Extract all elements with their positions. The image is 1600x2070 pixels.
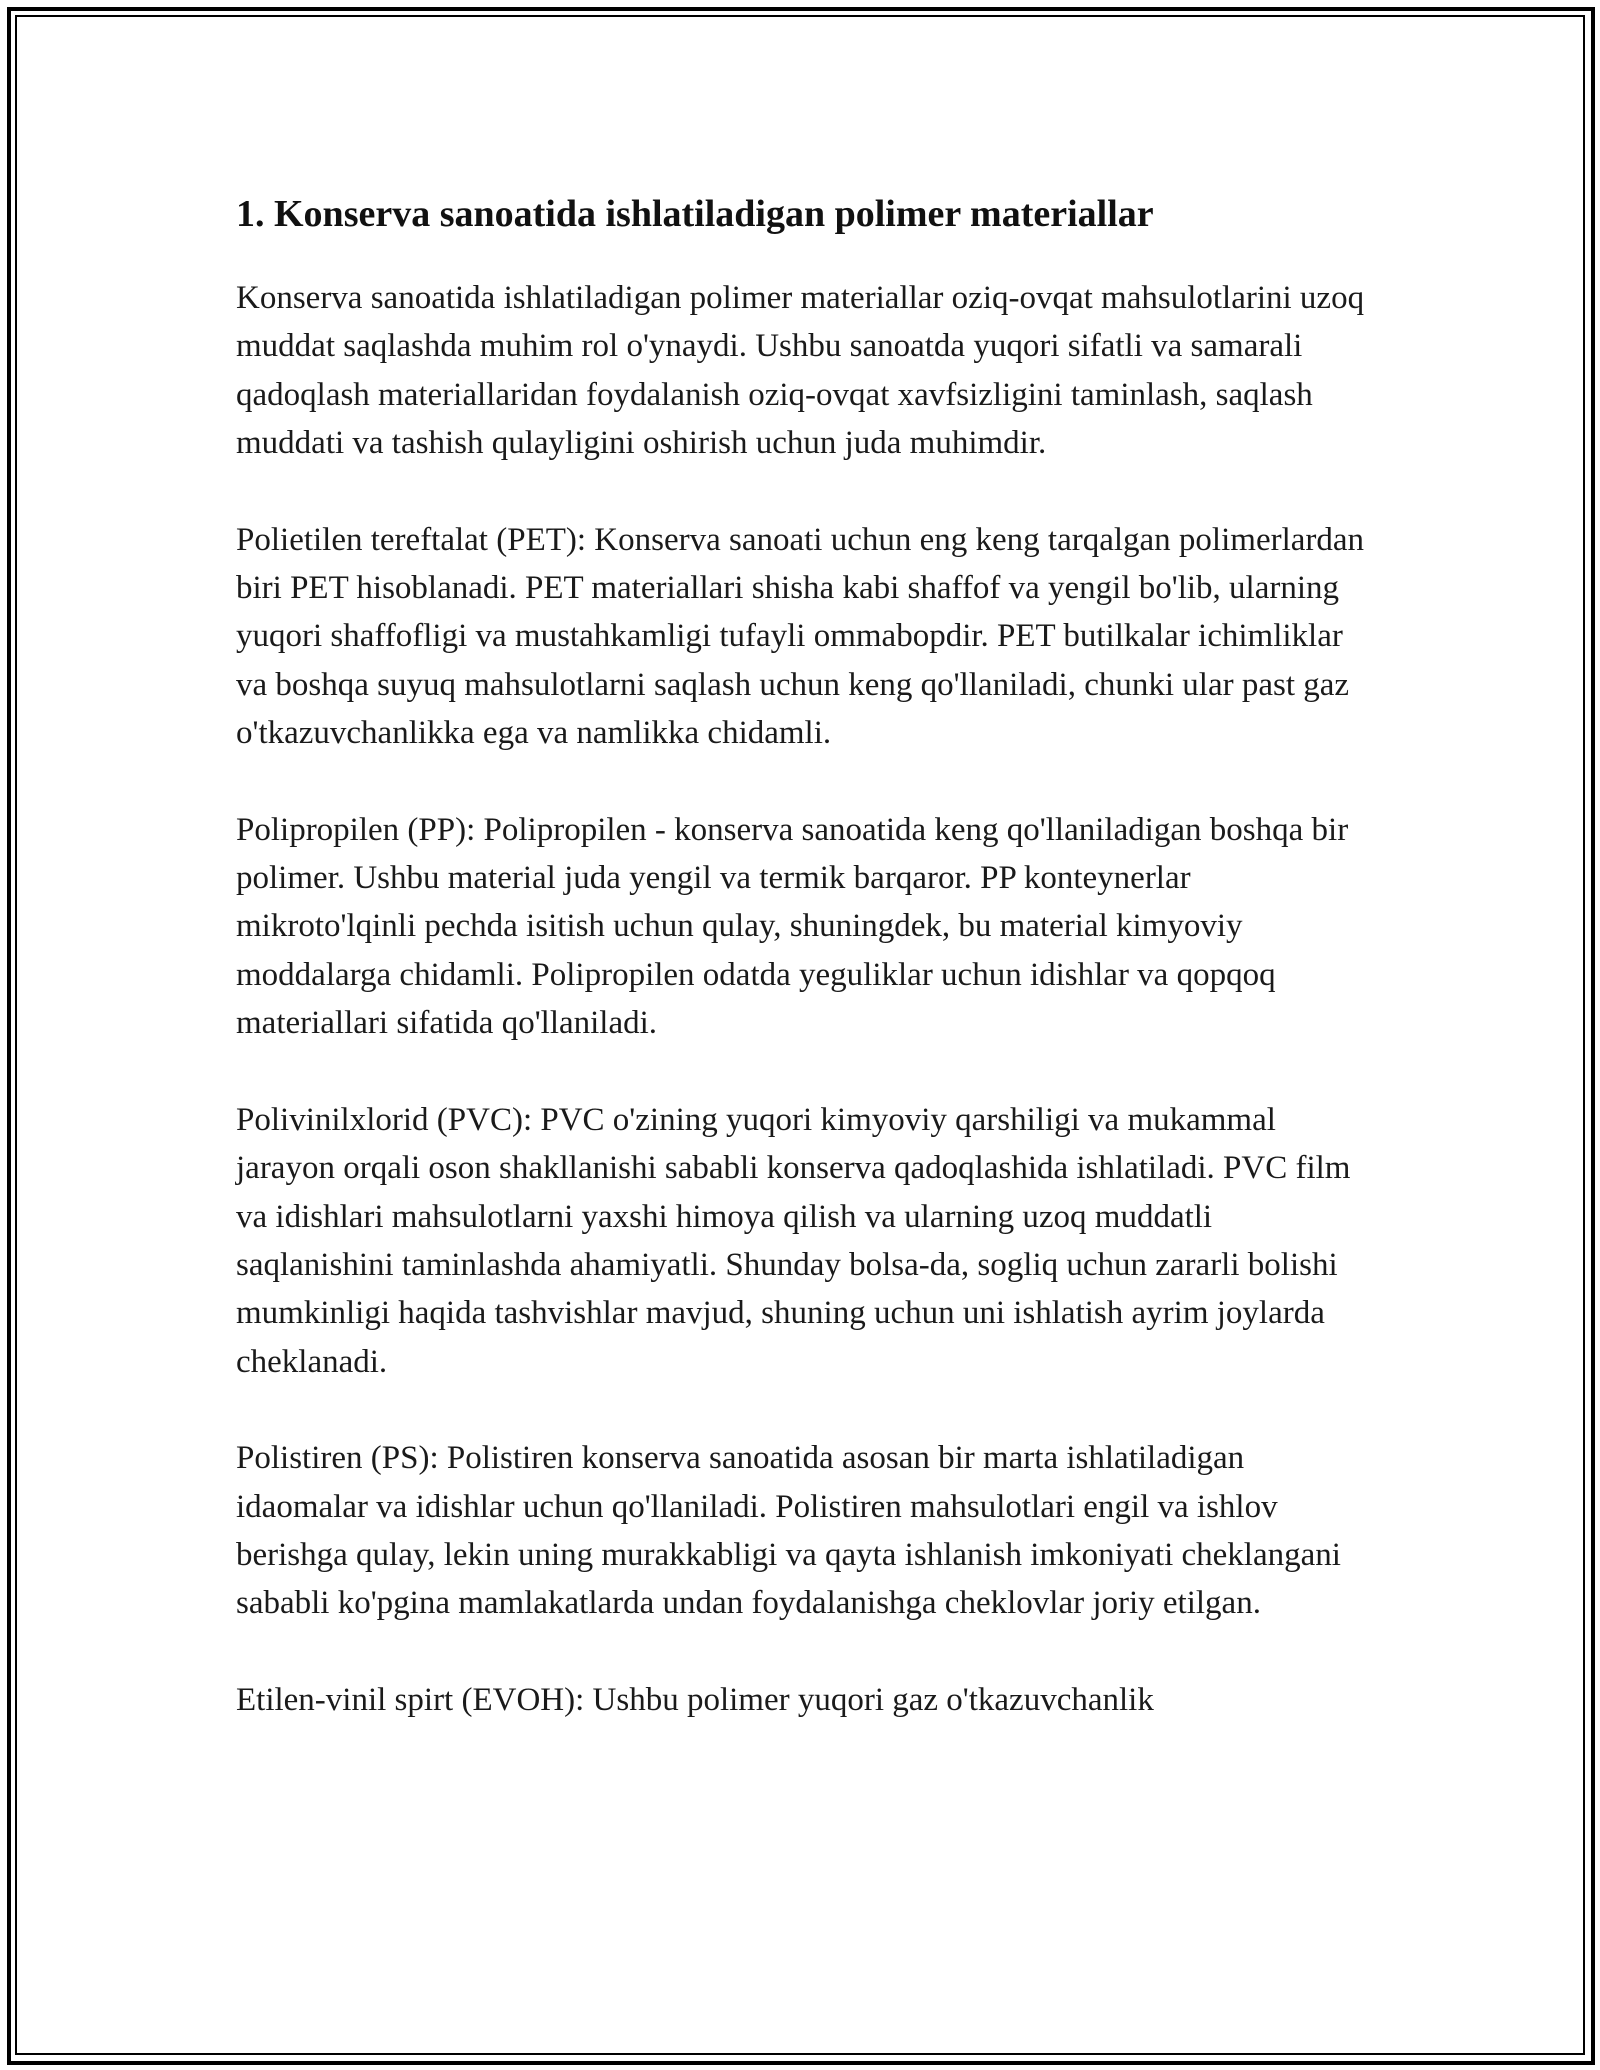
paragraph-pp: Polipropilen (PP): Polipropilen - konserva sanoatida keng qo'llaniladigan boshqa bir polimer. Ushbu material juda yengil va termik barqaror. PP konteynerlar mikroto'lqinli pechda isitish uchun qulay, shuningdek, bu material kimyoviy moddalarga chidamli. Polipropilen odatda yeguliklar uchun idishlar va qopqoq materiallari sifatida qo'llaniladi.: [236, 811, 1349, 1042]
document-body: [236, 186, 1376, 1772]
paragraph-pet: Polietilen tereftalat (PET): Konserva sanoati uchun eng keng tarqalgan polimerlardan biri PET hisoblanadi. PET materiallari shisha kabi shaffof va yengil bo'lib, ularning yuqori shaffofligi va mustahkamligi tufayli ommabopdir. PET butilkalar ichimliklar va boshqa suyuq mahsulotlarni saqlash uchun keng qo'llaniladi, chunki ular past gaz o'tkazuvchanlikka ega va namlikka chidamli.: [236, 521, 1365, 752]
paragraph-pvc: Polivinilxlorid (PVC): PVC o'zining yuqori kimyoviy qarshiligi va mukammal jarayon orqali oson shakllanishi sababli konserva qadoqlashida ishlatiladi. PVC film va idishlari mahsulotlarni yaxshi himoya qilish va ularning uzoq muddatli saqlanishini taminlashda ahamiyatli. Shunday bolsa-da, sogliq uchun zararli bolishi mumkinligi haqida tashvishlar mavjud, shuning uchun uni ishlatish ayrim joylarda cheklanadi.: [236, 1101, 1351, 1380]
paragraph-evoh: Etilen-vinil spirt (EVOH): Ushbu polimer yuqori gaz o'tkazuvchanlik: [236, 1681, 1154, 1718]
paragraph-intro: Konserva sanoatida ishlatiladigan polimer materiallar oziq-ovqat mahsulotlarini uzoq muddat saqlashda muhim rol o'ynaydi. Ushbu sanoatda yuqori sifatli va samarali qadoqlash materiallaridan foydalanish oziq-ovqat xavfsizligini taminlash, saqlash muddati va tashish qulayligini oshirish uchun juda muhimdir.: [236, 280, 1365, 462]
section-heading: 1. Konserva sanoatida ishlatiladigan polimer materiallar: [236, 193, 1154, 235]
paragraph-ps: Polistiren (PS): Polistiren konserva sanoatida asosan bir marta ishlatiladigan idaomalar va idishlar uchun qo'llaniladi. Polistiren mahsulotlari engil va ishlov berishga qulay, lekin uning murakkabligi va qayta ishlanish imkoniyati cheklangani sababli ko'pgina mamlakatlarda undan foydalanishga cheklovlar joriy etilgan.: [236, 1440, 1341, 1622]
